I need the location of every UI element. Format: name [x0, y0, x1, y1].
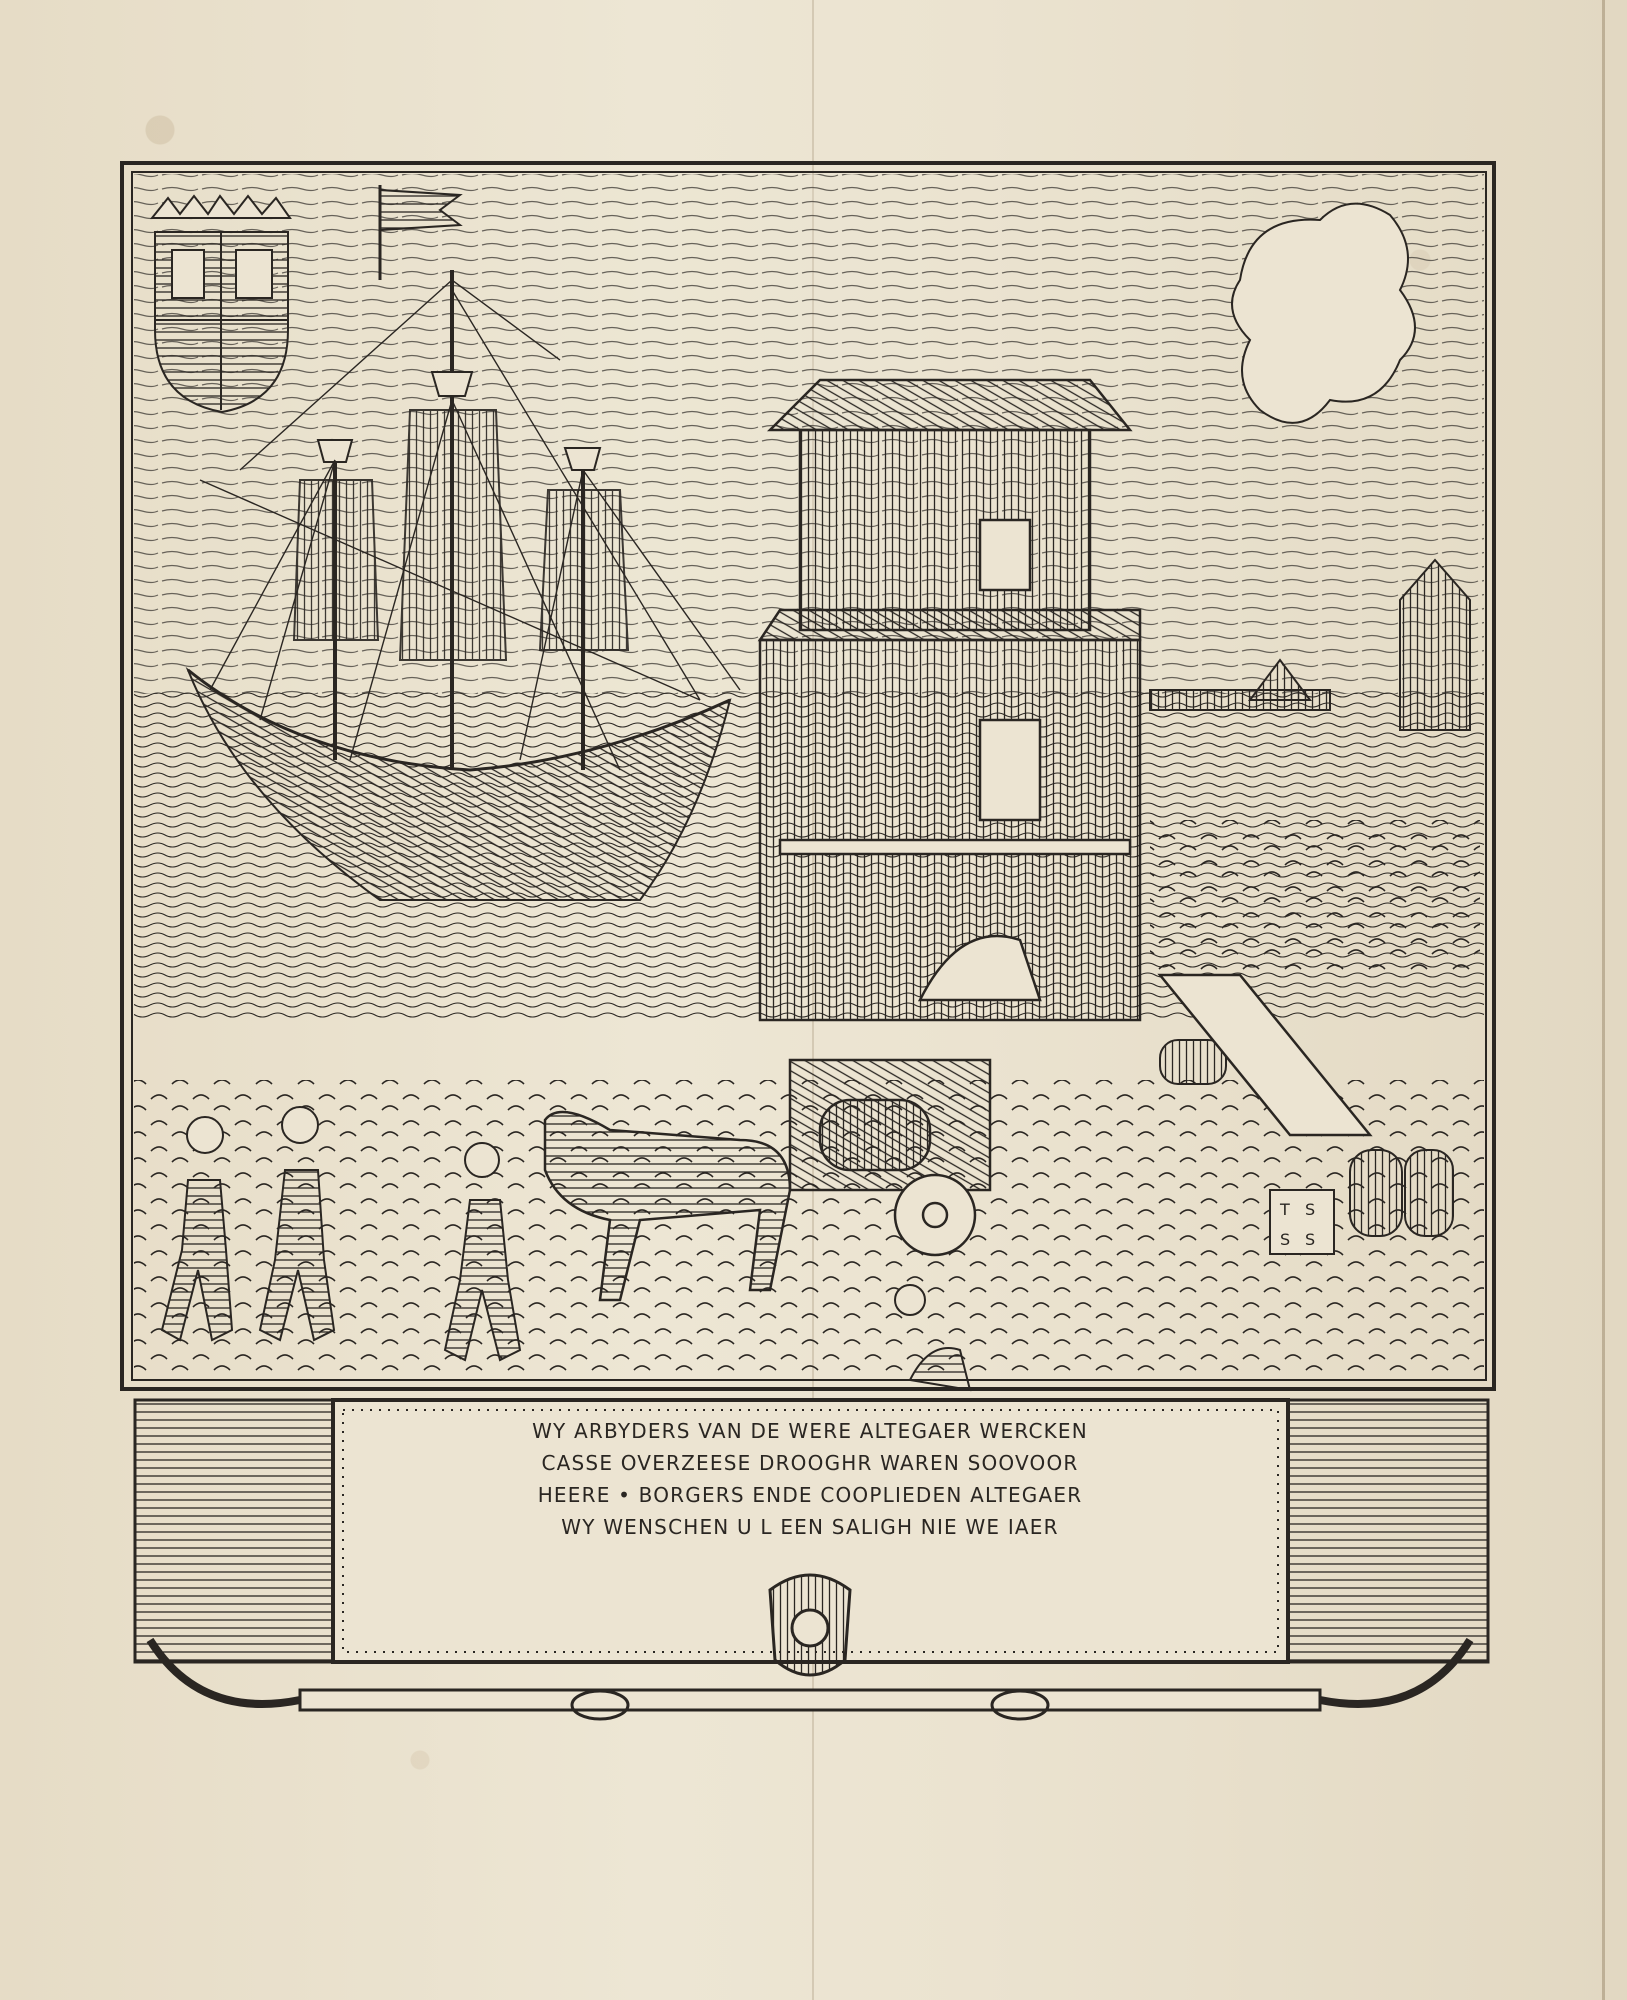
- cask-mark: S: [1280, 1230, 1291, 1249]
- caption-line: CASSE OVERZEESE DROOGHR WAREN SOOVOOR: [541, 1451, 1079, 1475]
- cask-mark: S: [1305, 1230, 1316, 1249]
- weigh-house: [760, 380, 1140, 1020]
- cask-mark: S: [1305, 1200, 1316, 1219]
- caption-line: WY WENSCHEN U L EEN SALIGH NIE WE IAER: [561, 1515, 1059, 1539]
- caption: [410, 1415, 1210, 1543]
- caption-line: WY ARBYDERS VAN DE WERE ALTEGAER WERCKEN: [532, 1419, 1088, 1443]
- cask-mark: T: [1280, 1200, 1290, 1219]
- caption-line: HEERE • BORGERS ENDE COOPLIEDEN ALTEGAER: [537, 1483, 1083, 1507]
